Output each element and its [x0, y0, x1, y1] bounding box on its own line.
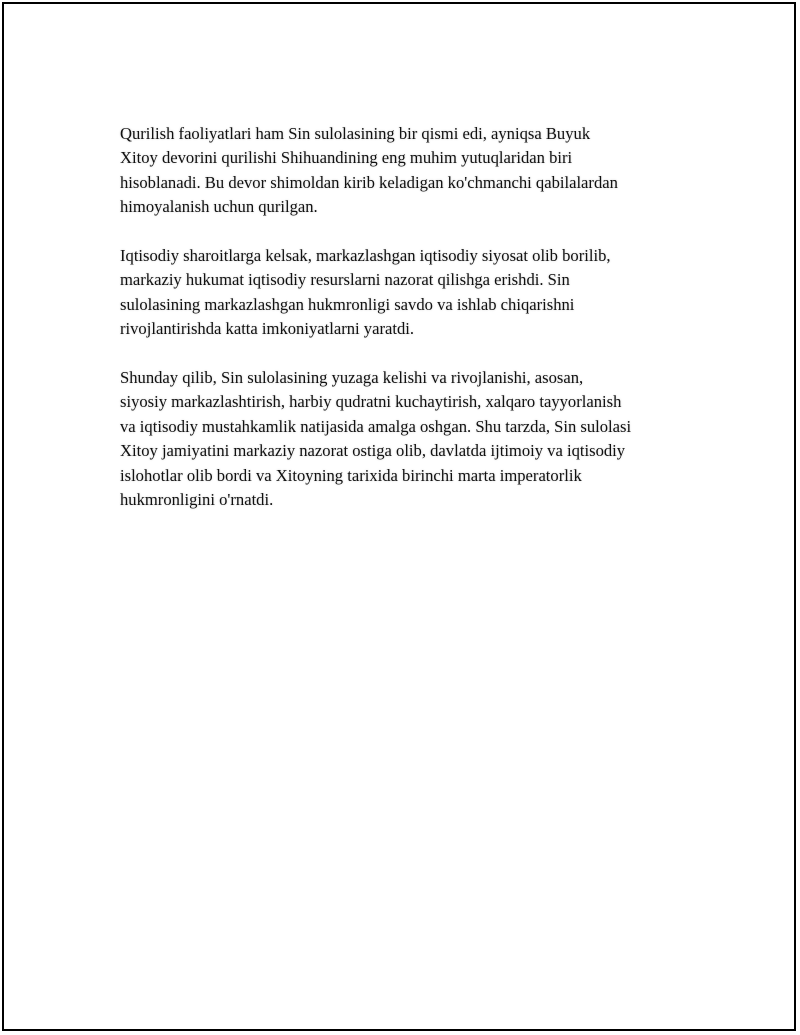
document-page — [2, 2, 796, 1031]
paragraph-1 — [120, 122, 690, 220]
text-line: siyosiy markazlashtirish, harbiy qudratni kuchaytirish, xalqaro tayyorlanish — [120, 392, 622, 412]
document-body — [120, 122, 690, 537]
text-line: hisoblanadi. Bu devor shimoldan kirib keladigan ko'chmanchi qabilalardan — [120, 172, 618, 192]
text-line: hukmronligini o'rnatdi. — [120, 490, 274, 510]
text-line: sulolasining markazlashgan hukmronligi savdo va ishlab chiqarishni — [120, 294, 575, 314]
paragraph-2 — [120, 244, 690, 342]
text-line: va iqtisodiy mustahkamlik natijasida amalga oshgan. Shu tarzda, Sin sulolasi — [120, 416, 632, 436]
text-line: Xitoy devorini qurilishi Shihuandining eng muhim yutuqlaridan biri — [120, 148, 573, 168]
text-line: Xitoy jamiyatini markaziy nazorat ostiga olib, davlatda ijtimoiy va iqtisodiy — [120, 441, 626, 461]
text-line: Iqtisodiy sharoitlarga kelsak, markazlashgan iqtisodiy siyosat olib borilib, — [120, 246, 611, 266]
text-line: islohotlar olib bordi va Xitoyning tarixida birinchi marta imperatorlik — [120, 465, 582, 485]
text-line: markaziy hukumat iqtisodiy resurslarni nazorat qilishga erishdi. Sin — [120, 270, 570, 290]
paragraph-3 — [120, 366, 690, 512]
text-line: Shunday qilib, Sin sulolasining yuzaga kelishi va rivojlanishi, asosan, — [120, 368, 584, 388]
text-line: himoyalanish uchun qurilgan. — [120, 197, 318, 217]
text-line: rivojlantirishda katta imkoniyatlarni yaratdi. — [120, 319, 414, 339]
text-line: Qurilish faoliyatlari ham Sin sulolasining bir qismi edi, ayniqsa Buyuk — [120, 124, 591, 143]
